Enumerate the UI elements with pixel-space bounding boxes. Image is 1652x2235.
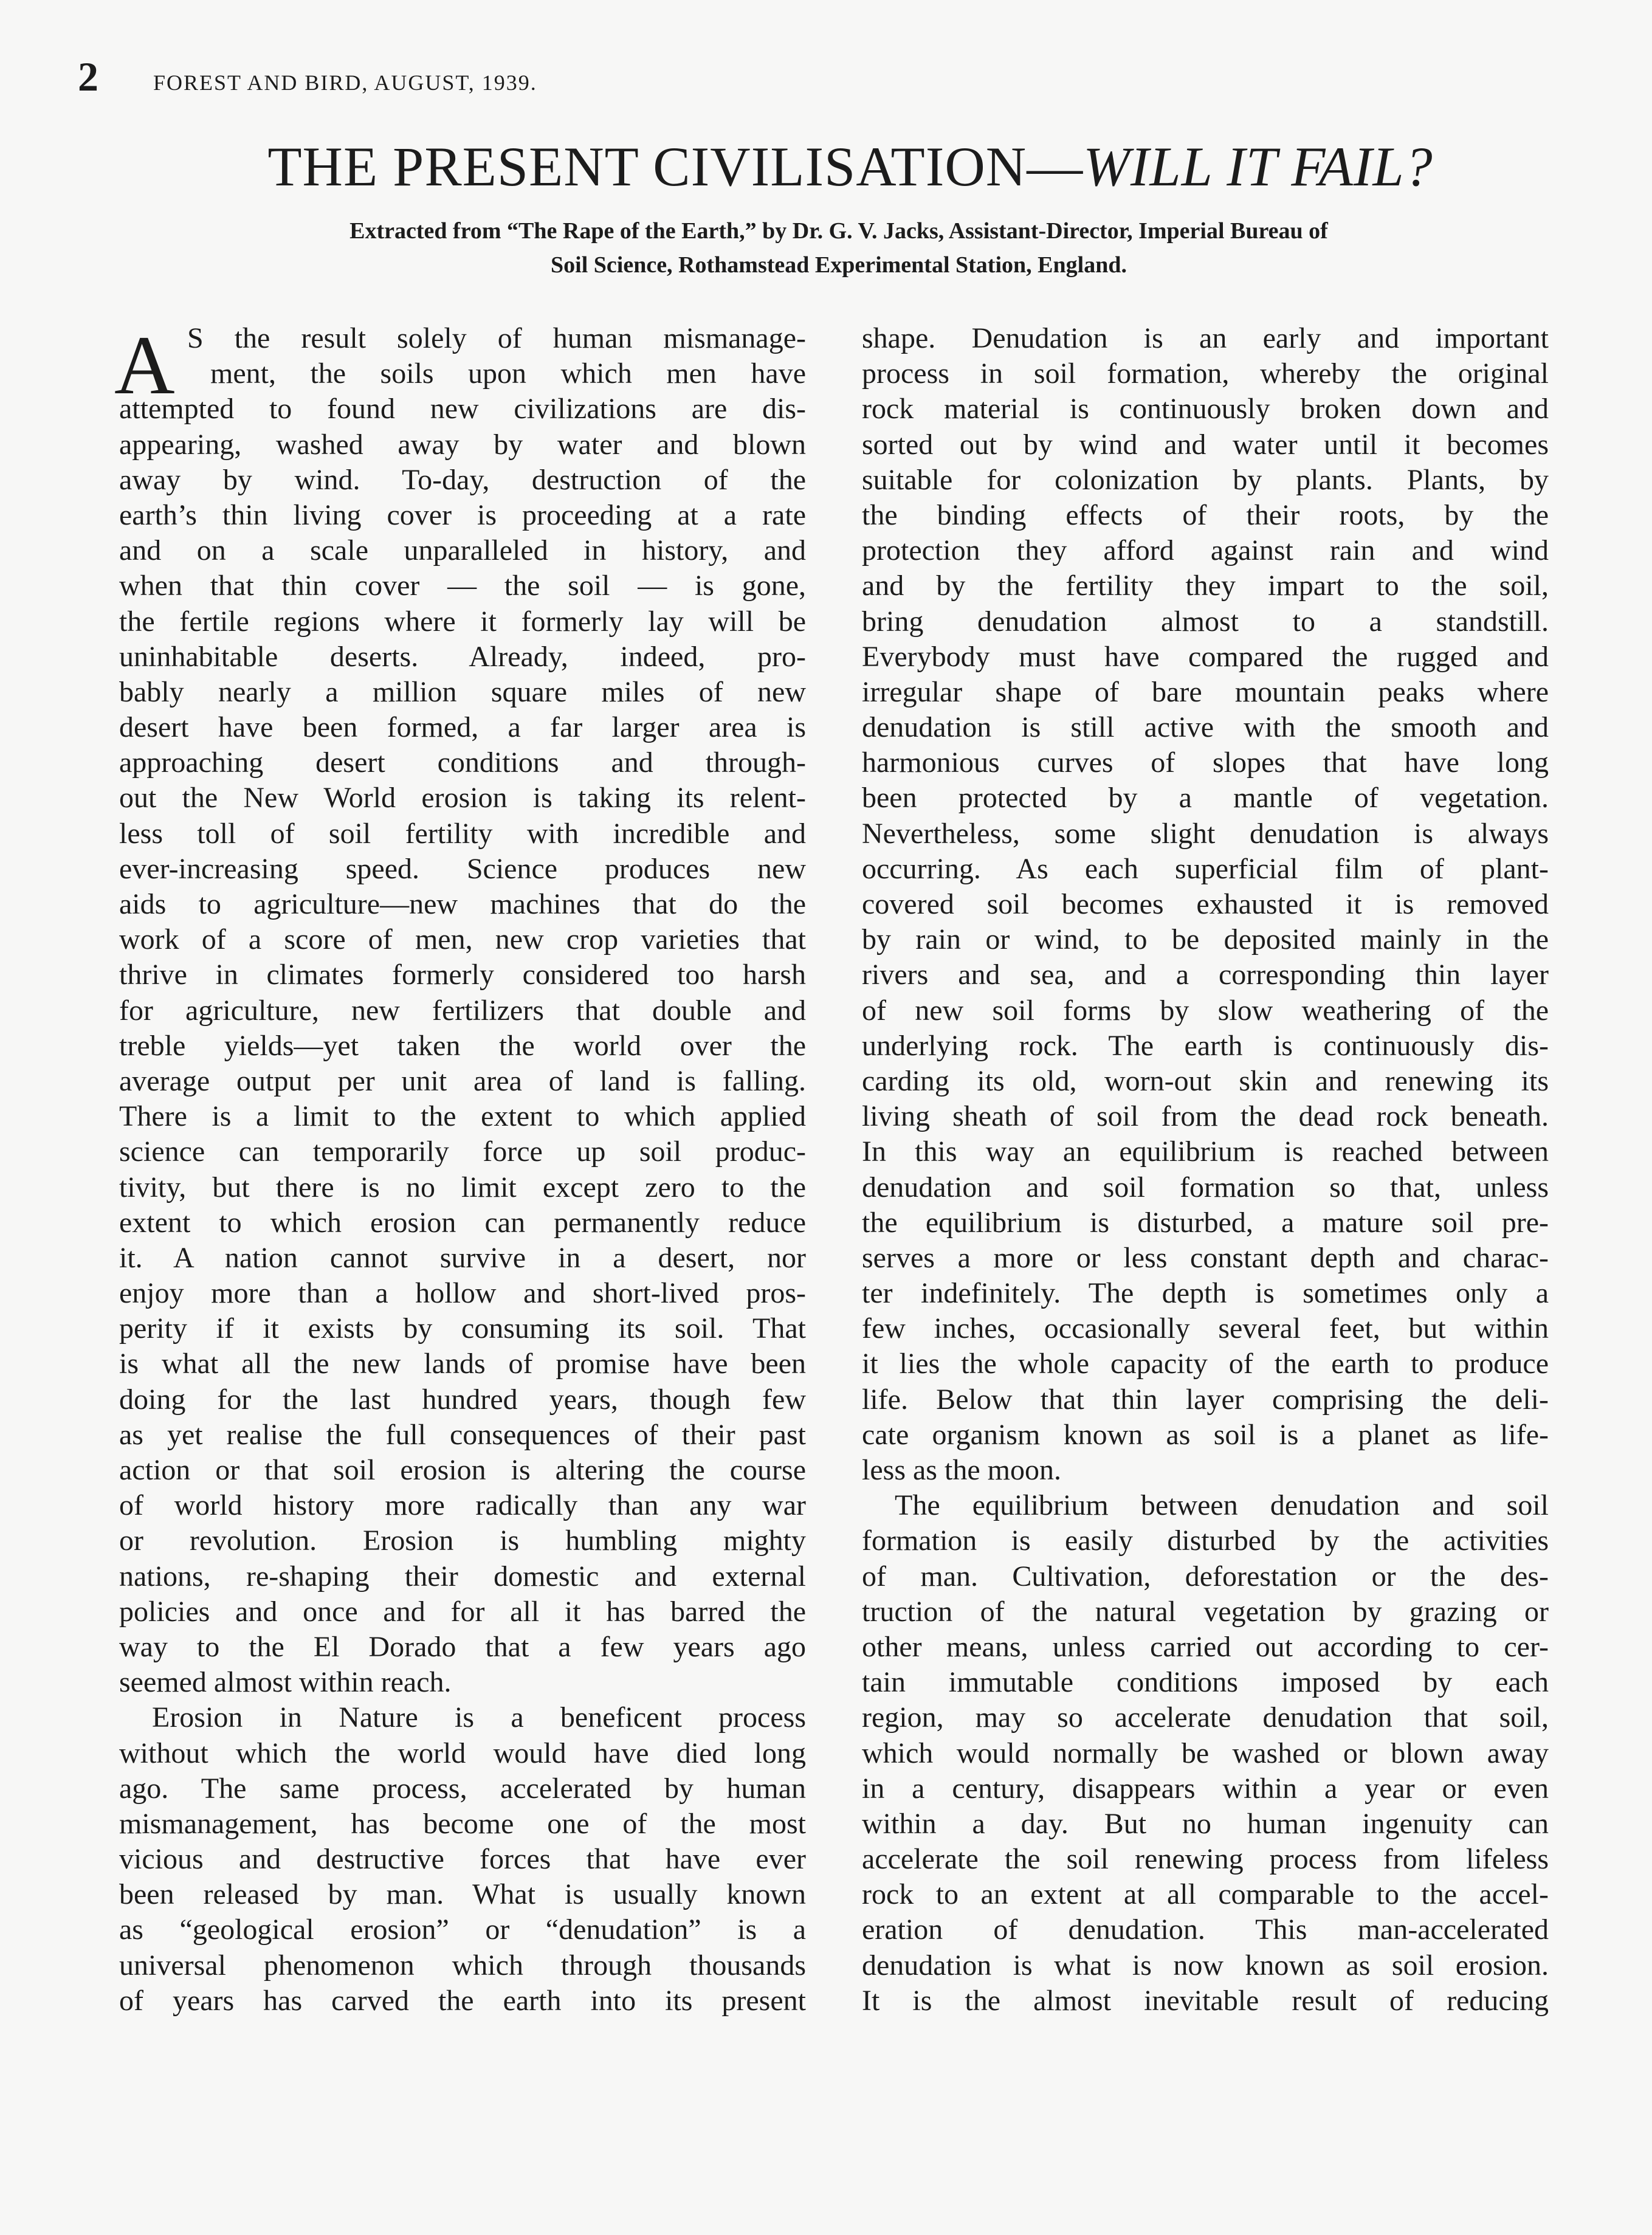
text-line: vicious and destructive forces that have ever	[119, 1843, 806, 1876]
text-line: process in soil formation, whereby the original	[862, 357, 1549, 390]
text-line: less toll of soil fertility with incredible and	[119, 817, 806, 850]
text-line: it. A nation cannot survive in a desert, nor	[119, 1241, 806, 1274]
text-line: In this way an equilibrium is reached between	[862, 1135, 1549, 1168]
page-number: 2	[78, 53, 98, 100]
text-line: Erosion in Nature is a beneficent process	[152, 1701, 806, 1734]
subtitle-line-2: Soil Science, Rothamstead Experimental Station, England.	[551, 252, 1127, 278]
text-line: science can temporarily force up soil produc-	[119, 1135, 806, 1168]
text-line: of man. Cultivation, deforestation or the des-	[862, 1560, 1549, 1593]
text-line: doing for the last hundred years, though few	[119, 1383, 806, 1416]
text-line: average output per unit area of land is falling.	[119, 1064, 806, 1097]
text-line: It is the almost inevitable result of reducing	[862, 1984, 1549, 2017]
text-line: The equilibrium between denudation and soil	[895, 1489, 1549, 1522]
text-line: as “geological erosion” or “denudation” is a	[119, 1913, 806, 1946]
text-line: ago. The same process, accelerated by human	[119, 1772, 806, 1805]
text-line: occurring. As each superficial film of plant-	[862, 852, 1549, 885]
text-line: denudation is what is now known as soil erosion.	[862, 1949, 1549, 1982]
text-line: and by the fertility they impart to the soil,	[862, 570, 1549, 602]
text-line: shape. Denudation is an early and important	[862, 322, 1549, 354]
text-line: ter indefinitely. The depth is sometimes only a	[862, 1277, 1549, 1310]
text-line: which would normally be washed or blown away	[862, 1737, 1549, 1769]
text-line: formation is easily disturbed by the activities	[862, 1524, 1549, 1557]
text-line: denudation and soil formation so that, unless	[862, 1171, 1549, 1204]
text-line: the fertile regions where it formerly lay will be	[119, 605, 806, 638]
text-line: life. Below that thin layer comprising the deli-	[862, 1383, 1549, 1416]
text-line: harmonious curves of slopes that have long	[862, 746, 1549, 779]
article-subtitle	[109, 214, 1568, 282]
text-line: bring denudation almost to a standstill.	[862, 605, 1549, 638]
text-line: been released by man. What is usually known	[119, 1878, 806, 1911]
text-line: accelerate the soil renewing process from lifeless	[862, 1843, 1549, 1876]
text-line: rock to an extent at all comparable to the accel-	[862, 1878, 1549, 1911]
text-line: truction of the natural vegetation by grazing or	[862, 1595, 1549, 1628]
text-line: away by wind. To-day, destruction of the	[119, 463, 806, 496]
text-line: of new soil forms by slow weathering of the	[862, 994, 1549, 1027]
text-line: perity if it exists by consuming its soil. That	[119, 1312, 806, 1345]
text-line: denudation is still active with the smooth and	[862, 711, 1549, 744]
text-line: the equilibrium is disturbed, a mature soil pre-	[862, 1206, 1549, 1239]
article-title-roman: THE PRESENT CIVILISATION—	[267, 136, 1084, 198]
text-line: Everybody must have compared the rugged and	[862, 640, 1549, 673]
text-line: ever-increasing speed. Science produces new	[119, 852, 806, 885]
text-line: in a century, disappears within a year or even	[862, 1772, 1549, 1805]
text-line: less as the moon.	[862, 1454, 1061, 1486]
text-line: region, may so accelerate denudation that soil,	[862, 1701, 1549, 1734]
text-line: for agriculture, new fertilizers that double and	[119, 994, 806, 1027]
text-line: action or that soil erosion is altering the course	[119, 1454, 806, 1486]
text-line: rock material is continuously broken down and	[862, 393, 1549, 425]
text-line: when that thin cover — the soil — is gone,	[119, 570, 806, 602]
text-line: way to the El Dorado that a few years ago	[119, 1630, 806, 1663]
text-line: and on a scale unparalleled in history, and	[119, 534, 806, 567]
text-line: protection they afford against rain and wind	[862, 534, 1549, 567]
text-line: Nevertheless, some slight denudation is always	[862, 817, 1549, 850]
left-column	[114, 319, 806, 2019]
text-line: nations, re-shaping their domestic and external	[119, 1560, 806, 1593]
subtitle-line-1: Extracted from “The Rape of the Earth,” by Dr. G. V. Jacks, Assistant-Director, Imperial Bureau of	[349, 218, 1328, 244]
text-line: tivity, but there is no limit except zero to the	[119, 1171, 806, 1204]
text-line: bably nearly a million square miles of new	[119, 675, 806, 708]
text-line: serves a more or less constant depth and charac-	[862, 1241, 1549, 1274]
text-line: cate organism known as soil is a planet as life-	[862, 1418, 1549, 1451]
text-line: few inches, occasionally several feet, but within	[862, 1312, 1549, 1345]
text-line: within a day. But no human ingenuity can	[862, 1807, 1549, 1840]
text-line: of world history more radically than any war	[119, 1489, 806, 1522]
text-line: seemed almost within reach.	[119, 1666, 452, 1699]
text-line: policies and once and for all it has barred the	[119, 1595, 806, 1628]
text-line: the binding effects of their roots, by the	[862, 498, 1549, 531]
text-line: work of a score of men, new crop varieties that	[119, 923, 806, 956]
text-line: approaching desert conditions and through-	[119, 746, 806, 779]
text-line: covered soil becomes exhausted it is removed	[862, 888, 1549, 920]
text-line: earth’s thin living cover is proceeding at a rate	[119, 498, 806, 531]
text-line: mismanagement, has become one of the most	[119, 1807, 806, 1840]
text-line: living sheath of soil from the dead rock beneath.	[862, 1100, 1549, 1133]
drop-cap: A	[114, 319, 175, 412]
text-line: universal phenomenon which through thousands	[119, 1949, 806, 1982]
text-line: it lies the whole capacity of the earth to produce	[862, 1348, 1549, 1380]
text-line: underlying rock. The earth is continuously dis-	[862, 1029, 1549, 1062]
text-line: irregular shape of bare mountain peaks where	[862, 675, 1549, 708]
text-line: out the New World erosion is taking its relent-	[119, 782, 806, 814]
text-line: rivers and sea, and a corresponding thin layer	[862, 959, 1549, 991]
text-line: S the result solely of human mismanage-	[187, 322, 806, 354]
text-line: of years has carved the earth into its present	[119, 1984, 806, 2017]
article-title	[0, 136, 1652, 198]
right-column	[862, 321, 1549, 2019]
text-line: by rain or wind, to be deposited mainly in the	[862, 923, 1549, 956]
text-line: thrive in climates formerly considered too harsh	[119, 959, 806, 991]
text-line: or revolution. Erosion is humbling mighty	[119, 1524, 806, 1557]
text-line: extent to which erosion can permanently reduce	[119, 1206, 806, 1239]
text-line: enjoy more than a hollow and short-lived pros-	[119, 1277, 806, 1310]
text-line: uninhabitable deserts. Already, indeed, pro-	[119, 640, 806, 673]
text-line: tain immutable conditions imposed by each	[862, 1666, 1549, 1699]
text-line: There is a limit to the extent to which applied	[119, 1100, 806, 1133]
text-line: treble yields—yet taken the world over the	[119, 1029, 806, 1062]
text-line: desert have been formed, a far larger area is	[119, 711, 806, 744]
text-line: eration of denudation. This man-accelerated	[862, 1913, 1549, 1946]
text-line: been protected by a mantle of vegetation.	[862, 782, 1549, 814]
text-line: sorted out by wind and water until it becomes	[862, 428, 1549, 461]
text-line: other means, unless carried out according to cer-	[862, 1630, 1549, 1663]
article-title-italic: WILL IT FAIL?	[1083, 136, 1433, 198]
running-head: FOREST AND BIRD, AUGUST, 1939.	[153, 71, 537, 95]
text-line: aids to agriculture—new machines that do the	[119, 888, 806, 920]
text-line: as yet realise the full consequences of their past	[119, 1418, 806, 1451]
text-line: suitable for colonization by plants. Plants, by	[862, 463, 1549, 496]
text-line: carding its old, worn-out skin and renewing its	[862, 1064, 1549, 1097]
text-line: ment, the soils upon which men have	[210, 357, 806, 390]
text-line: appearing, washed away by water and blown	[119, 428, 806, 461]
text-line: without which the world would have died long	[119, 1737, 806, 1769]
text-line: attempted to found new civilizations are dis-	[119, 393, 806, 425]
text-line: is what all the new lands of promise have been	[119, 1348, 806, 1380]
